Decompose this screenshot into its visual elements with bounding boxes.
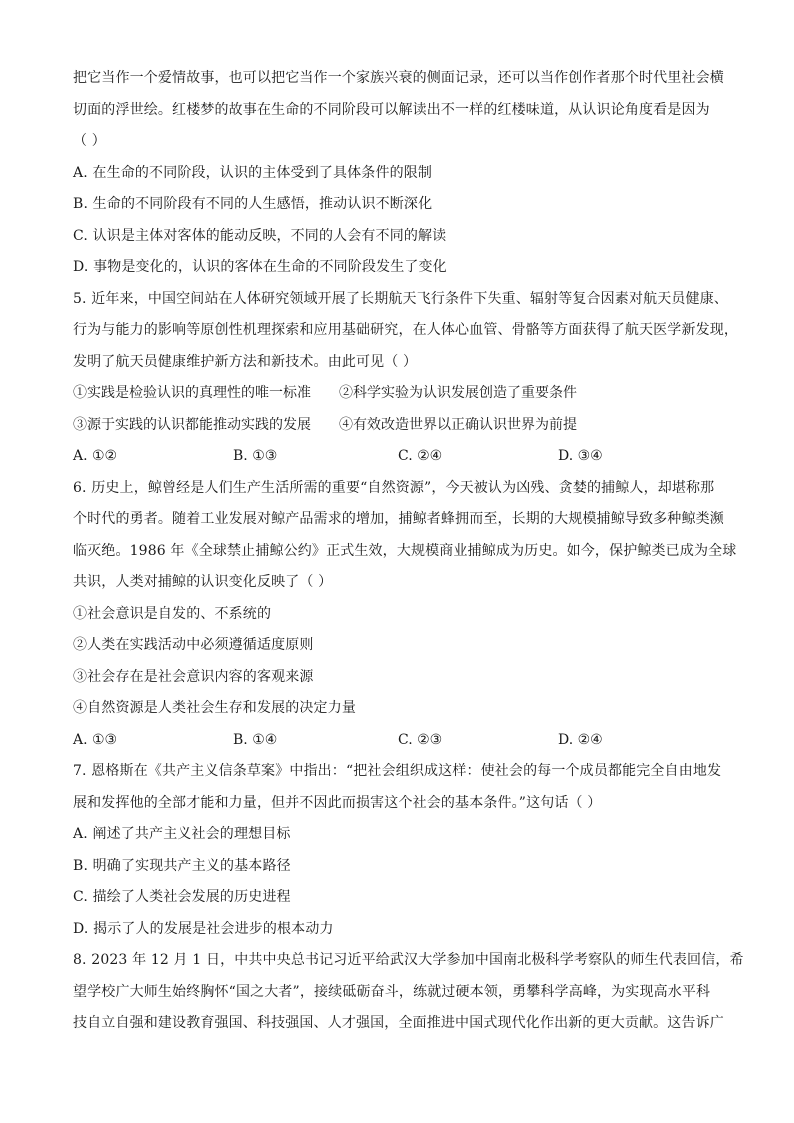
question-4-continuation [73, 63, 728, 284]
choice-a: A. ①③ [73, 731, 118, 748]
statement-1: ①社会意识是自发的、不系统的 [73, 605, 272, 622]
question-5 [73, 284, 739, 473]
statement-3: ③社会存在是社会意识内容的客观来源 [73, 668, 314, 685]
question-text-line: 望学校广大师生始终胸怀“国之大者”，接续砥砺奋斗，练就过硬本领，勇攀科学高峰，为实现高水平科 [73, 983, 711, 1000]
question-text-line: 5. 近年来，中国空间站在人体研究领域开展了长期航天飞行条件下失重、辐射等复合因素对航天员健康、 [73, 290, 729, 307]
choice-row [73, 441, 728, 473]
question-text-line: 共识，人类对捕鲸的认识变化反映了（ ） [73, 574, 333, 590]
question-text-line: 切面的浮世绘。红楼梦的故事在生命的不同阶段可以解读出不一样的红楼味道，从认识论角度看是因为 [73, 101, 710, 118]
statement-3: ③源于实践的认识都能推动实践的发展 [73, 416, 311, 433]
statement-row [73, 410, 728, 442]
option-c: C. 认识是主体对客体的能动反映，不同的人会有不同的解读 [73, 227, 447, 244]
choice-row [73, 725, 728, 757]
statement-4: ④自然资源是人类社会生存和发展的决定力量 [73, 700, 356, 716]
statement-4: ④有效改造世界以正确认识世界为前提 [339, 416, 577, 433]
question-text-line: 行为与能力的影响等原创性机理探索和应用基础研究，在人体心血管、骨骼等方面获得了航天医学新发现， [73, 322, 739, 338]
choice-c: C. ②③ [398, 731, 443, 748]
choice-b: B. ①④ [233, 731, 278, 748]
option-d: D. 揭示了人的发展是社会进步的根本动力 [73, 920, 334, 937]
choice-a: A. ①② [73, 448, 118, 464]
question-text-line: 6. 历史上，鲸曾经是人们生产生活所需的重要“自然资源”，今天被认为凶残、贪婪的捕鲸人，却堪称那 [73, 479, 715, 496]
answer-blank: （ ） [73, 133, 106, 149]
option-c: C. 描绘了人类社会发展的历史进程 [73, 889, 291, 905]
option-a: A. 阐述了共产主义社会的理想目标 [73, 826, 291, 842]
question-text-line: 展和发挥他的全部才能和力量，但并不因此而损害这个社会的基本条件。”这句话（ ） [73, 794, 602, 811]
choice-d: D. ③④ [558, 448, 603, 464]
question-text-line: 个时代的勇者。随着工业发展对鲸产品需求的增加，捕鲸者蜂拥而至，长期的大规模捕鲸导致多种鲸类濒 [73, 511, 724, 527]
option-b: B. 明确了实现共产主义的基本路径 [73, 857, 291, 874]
statement-row [73, 378, 728, 410]
choice-b: B. ①③ [233, 448, 278, 464]
statement-2: ②人类在实践活动中必须遵循适度原则 [73, 637, 314, 653]
question-text-line: 8. 2023 年 12 月 1 日，中共中央总书记习近平给武汉大学参加中国南北极科学考察队的师生代表回信，希 [73, 952, 744, 968]
choice-c: C. ②④ [398, 448, 443, 464]
question-6 [73, 473, 737, 757]
question-text-line: 把它当作一个爱情故事，也可以把它当作一个家族兴衰的侧面记录，还可以当作创作者那个时代里社会横 [73, 70, 724, 86]
option-b: B. 生命的不同阶段有不同的人生感悟，推动认识不断深化 [73, 196, 433, 212]
question-7 [73, 756, 728, 945]
statement-1: ①实践是检验认识的真理性的唯一标准 [73, 385, 311, 401]
question-text-line: 临灭绝。1986 年《全球禁止捕鲸公约》正式生效，大规模商业捕鲸成为历史。如今，保护鲸类已成为全球 [73, 542, 737, 559]
question-8 [73, 945, 744, 1040]
option-d: D. 事物是变化的，认识的客体在生命的不同阶段发生了变化 [73, 259, 447, 275]
statement-2: ②科学实验为认识发展创造了重要条件 [339, 385, 577, 401]
choice-d: D. ②④ [558, 731, 603, 748]
question-text-line: 发明了航天员健康维护新方法和新技术。由此可见（ ） [73, 353, 418, 370]
question-text-line: 技自立自强和建设教育强国、科技强国、人才强国，全面推进中国式现代化作出新的更大贡献。这告诉广 [73, 1015, 724, 1031]
option-a: A. 在生命的不同阶段，认识的主体受到了具体条件的限制 [73, 164, 433, 181]
question-text-line: 7. 恩格斯在《共产主义信条草案》中指出：“把社会组织成这样：使社会的每一个成员都能完全自由地发 [73, 763, 722, 779]
